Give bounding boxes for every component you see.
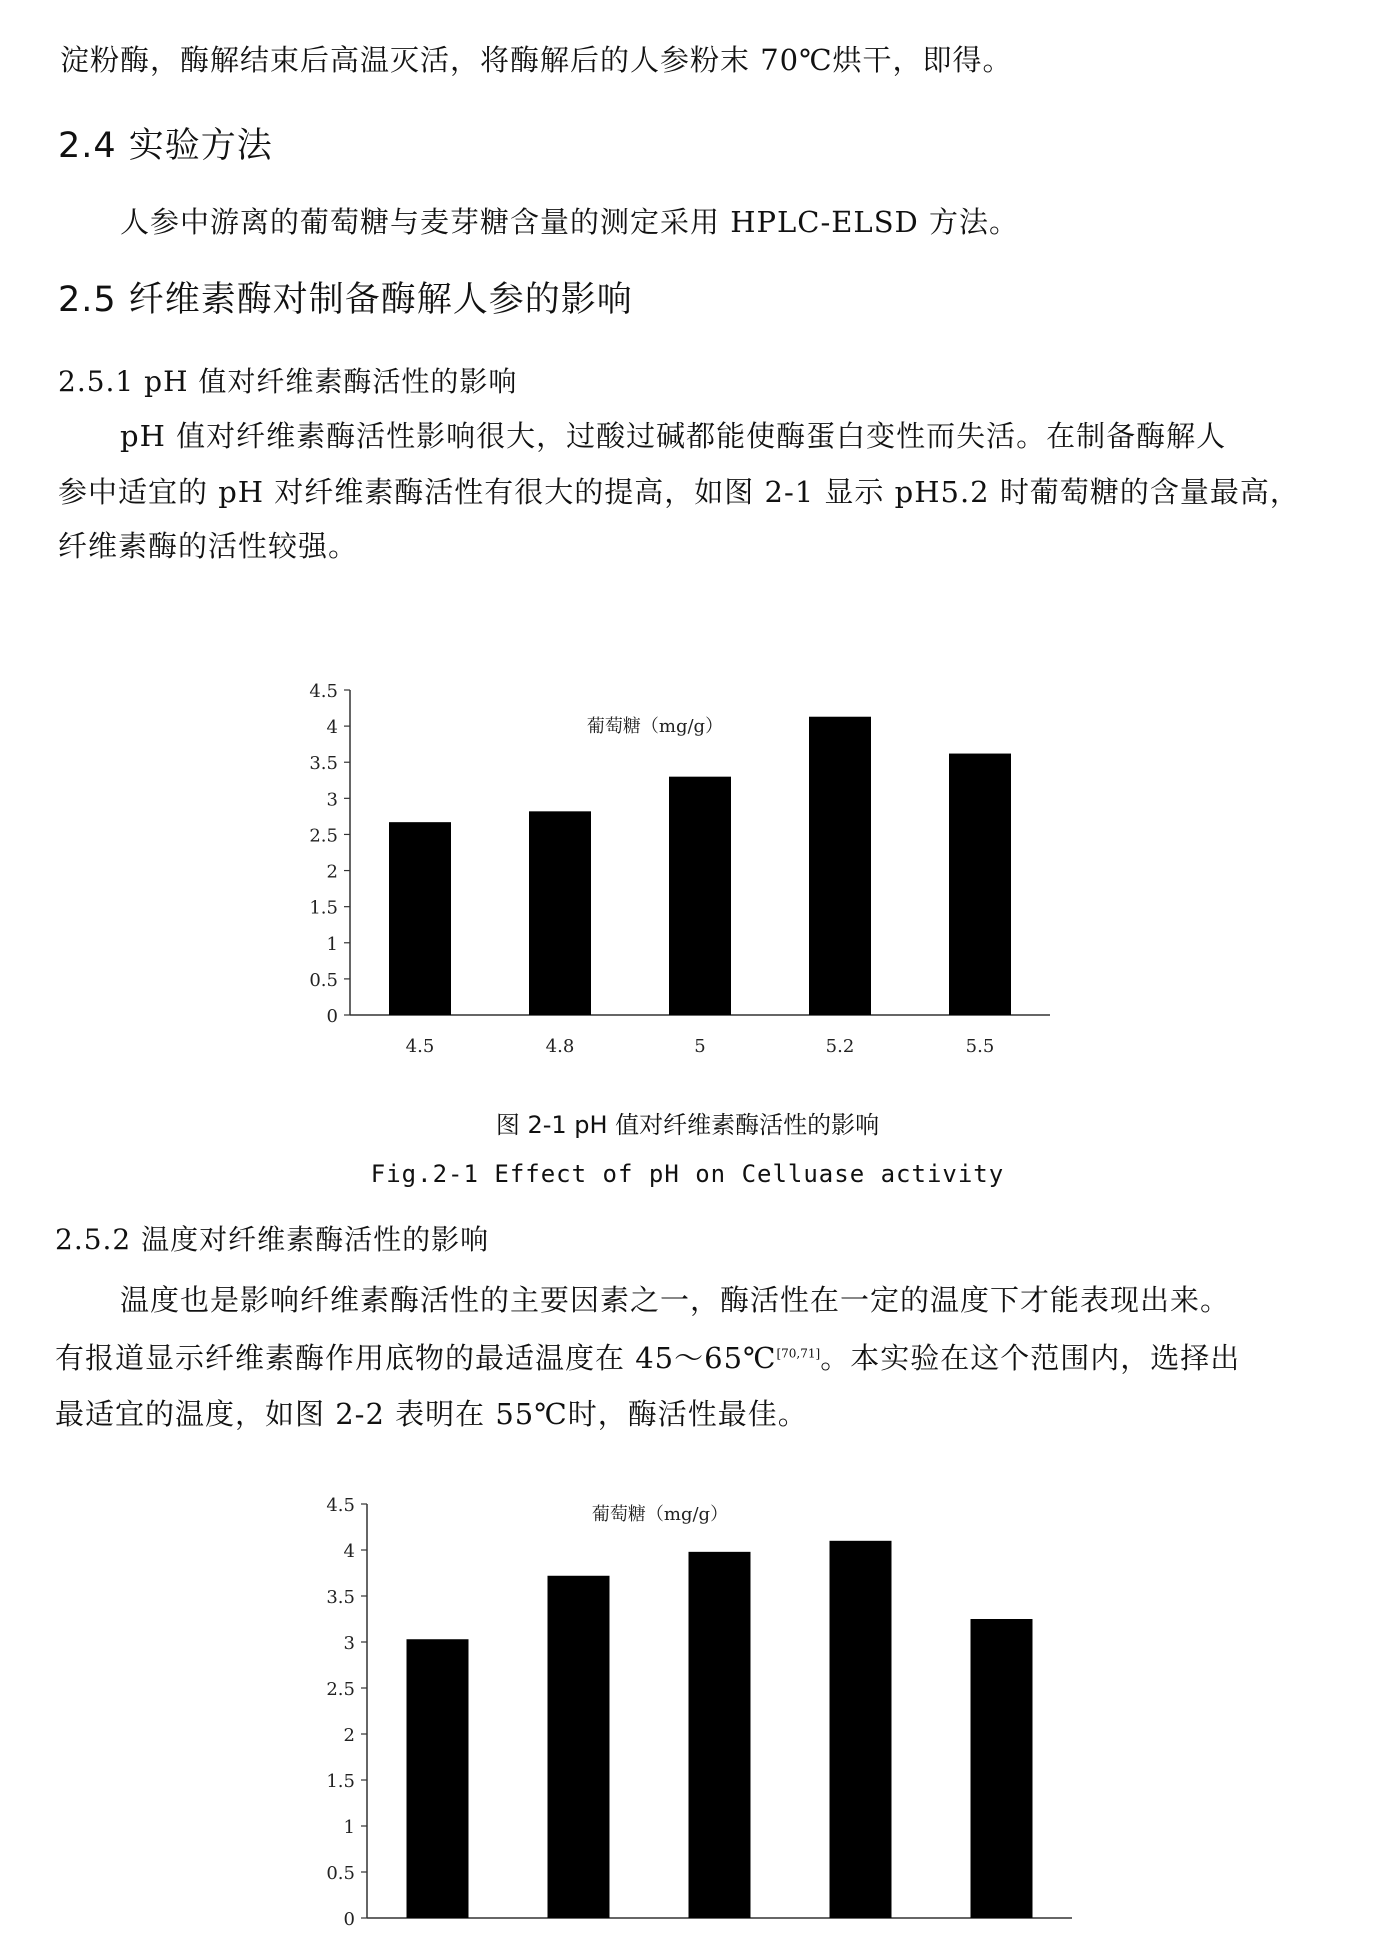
y-tick-label: 0 — [343, 1909, 355, 1930]
figure-2-1-bar-chart — [270, 670, 1070, 1070]
paragraph-2-5-2-line-1: 温度也是影响纤维素酶活性的主要因素之一，酶活性在一定的温度下才能表现出来。 — [120, 1283, 1231, 1317]
paragraph-2-5-1-line-2: 参中适宜的 pH 对纤维素酶活性有很大的提高，如图 2-1 显示 pH5.2 时葡萄糖的含量最高， — [58, 475, 1300, 509]
figure-2-1-caption-cn: 图 2-1 pH 值对纤维素酶活性的影响 — [495, 1111, 880, 1139]
paragraph-2-5-1-line-3: 纤维素酶的活性较强。 — [58, 529, 359, 563]
x-tick-label: 5.5 — [965, 1036, 995, 1057]
y-tick-label: 2.5 — [326, 1679, 355, 1700]
bar — [669, 777, 731, 1015]
y-tick-label: 4 — [326, 717, 338, 739]
figure-2-1-caption-en: Fig.2-1 Effect of pH on Celluase activity — [370, 1160, 1005, 1188]
bar — [407, 1639, 469, 1918]
citation-ref: [70,71] — [776, 1346, 821, 1361]
paragraph-2-5-2-line-3: 最适宜的温度，如图 2-2 表明在 55℃时，酶活性最佳。 — [55, 1397, 808, 1431]
x-tick-label: 5 — [694, 1036, 706, 1057]
section-heading-2-5: 2.5 纤维素酶对制备酶解人参的影响 — [58, 280, 633, 320]
y-tick-label: 3.5 — [309, 753, 338, 775]
y-tick-label: 1.5 — [326, 1771, 355, 1792]
bar — [389, 822, 451, 1015]
bar — [949, 754, 1011, 1015]
y-tick-label: 1 — [326, 933, 338, 955]
bar — [809, 717, 871, 1015]
paragraph-2-5-2-line-2 — [55, 1336, 1240, 1377]
y-tick-label: 4.5 — [326, 1495, 355, 1516]
chart-title: 葡萄糖（mg/g） — [591, 1504, 729, 1525]
bar — [830, 1541, 892, 1918]
y-tick-label: 2.5 — [309, 825, 338, 847]
y-tick-label: 4.5 — [309, 681, 338, 702]
figure-2-2-bar-chart — [290, 1478, 1110, 1933]
y-tick-label: 3.5 — [326, 1587, 355, 1608]
bar — [971, 1619, 1033, 1918]
paragraph-2-5-2-line-2-text-b: 。本实验在这个范围内，选择出 — [820, 1341, 1241, 1375]
y-tick-label: 2 — [343, 1725, 355, 1746]
x-tick-label: 4.5 — [405, 1036, 435, 1057]
y-tick-label: 4 — [343, 1541, 355, 1562]
subsection-heading-2-5-2: 2.5.2 温度对纤维素酶活性的影响 — [55, 1223, 490, 1256]
bar — [548, 1576, 610, 1918]
y-tick-label: 3 — [343, 1633, 355, 1654]
bar — [529, 811, 591, 1015]
y-tick-label: 3 — [326, 789, 338, 811]
y-tick-label: 0.5 — [326, 1863, 355, 1884]
x-tick-label: 5.2 — [825, 1036, 855, 1057]
x-tick-label: 4.8 — [545, 1036, 575, 1057]
y-tick-label: 2 — [326, 861, 338, 883]
y-tick-label: 1.5 — [309, 897, 338, 919]
paragraph-2-4: 人参中游离的葡萄糖与麦芽糖含量的测定采用 HPLC-ELSD 方法。 — [120, 205, 1020, 239]
bar — [689, 1552, 751, 1918]
paragraph-2-5-1-line-1: pH 值对纤维素酶活性影响很大，过酸过碱都能使酶蛋白变性而失活。在制备酶解人 — [120, 419, 1227, 453]
subsection-heading-2-5-1: 2.5.1 pH 值对纤维素酶活性的影响 — [58, 365, 518, 398]
y-tick-label: 0 — [326, 1006, 338, 1027]
chart-title: 葡萄糖（mg/g） — [586, 716, 724, 737]
y-tick-label: 0.5 — [309, 969, 338, 991]
paragraph-2-5-2-line-2-text-a: 有报道显示纤维素酶作用底物的最适温度在 45～65℃ — [55, 1341, 777, 1375]
section-heading-2-4: 2.4 实验方法 — [58, 126, 273, 166]
paragraph-top-line: 淀粉酶，酶解结束后高温灭活，将酶解后的人参粉末 70℃烘干，即得。 — [60, 43, 1013, 77]
y-tick-label: 1 — [343, 1817, 355, 1838]
